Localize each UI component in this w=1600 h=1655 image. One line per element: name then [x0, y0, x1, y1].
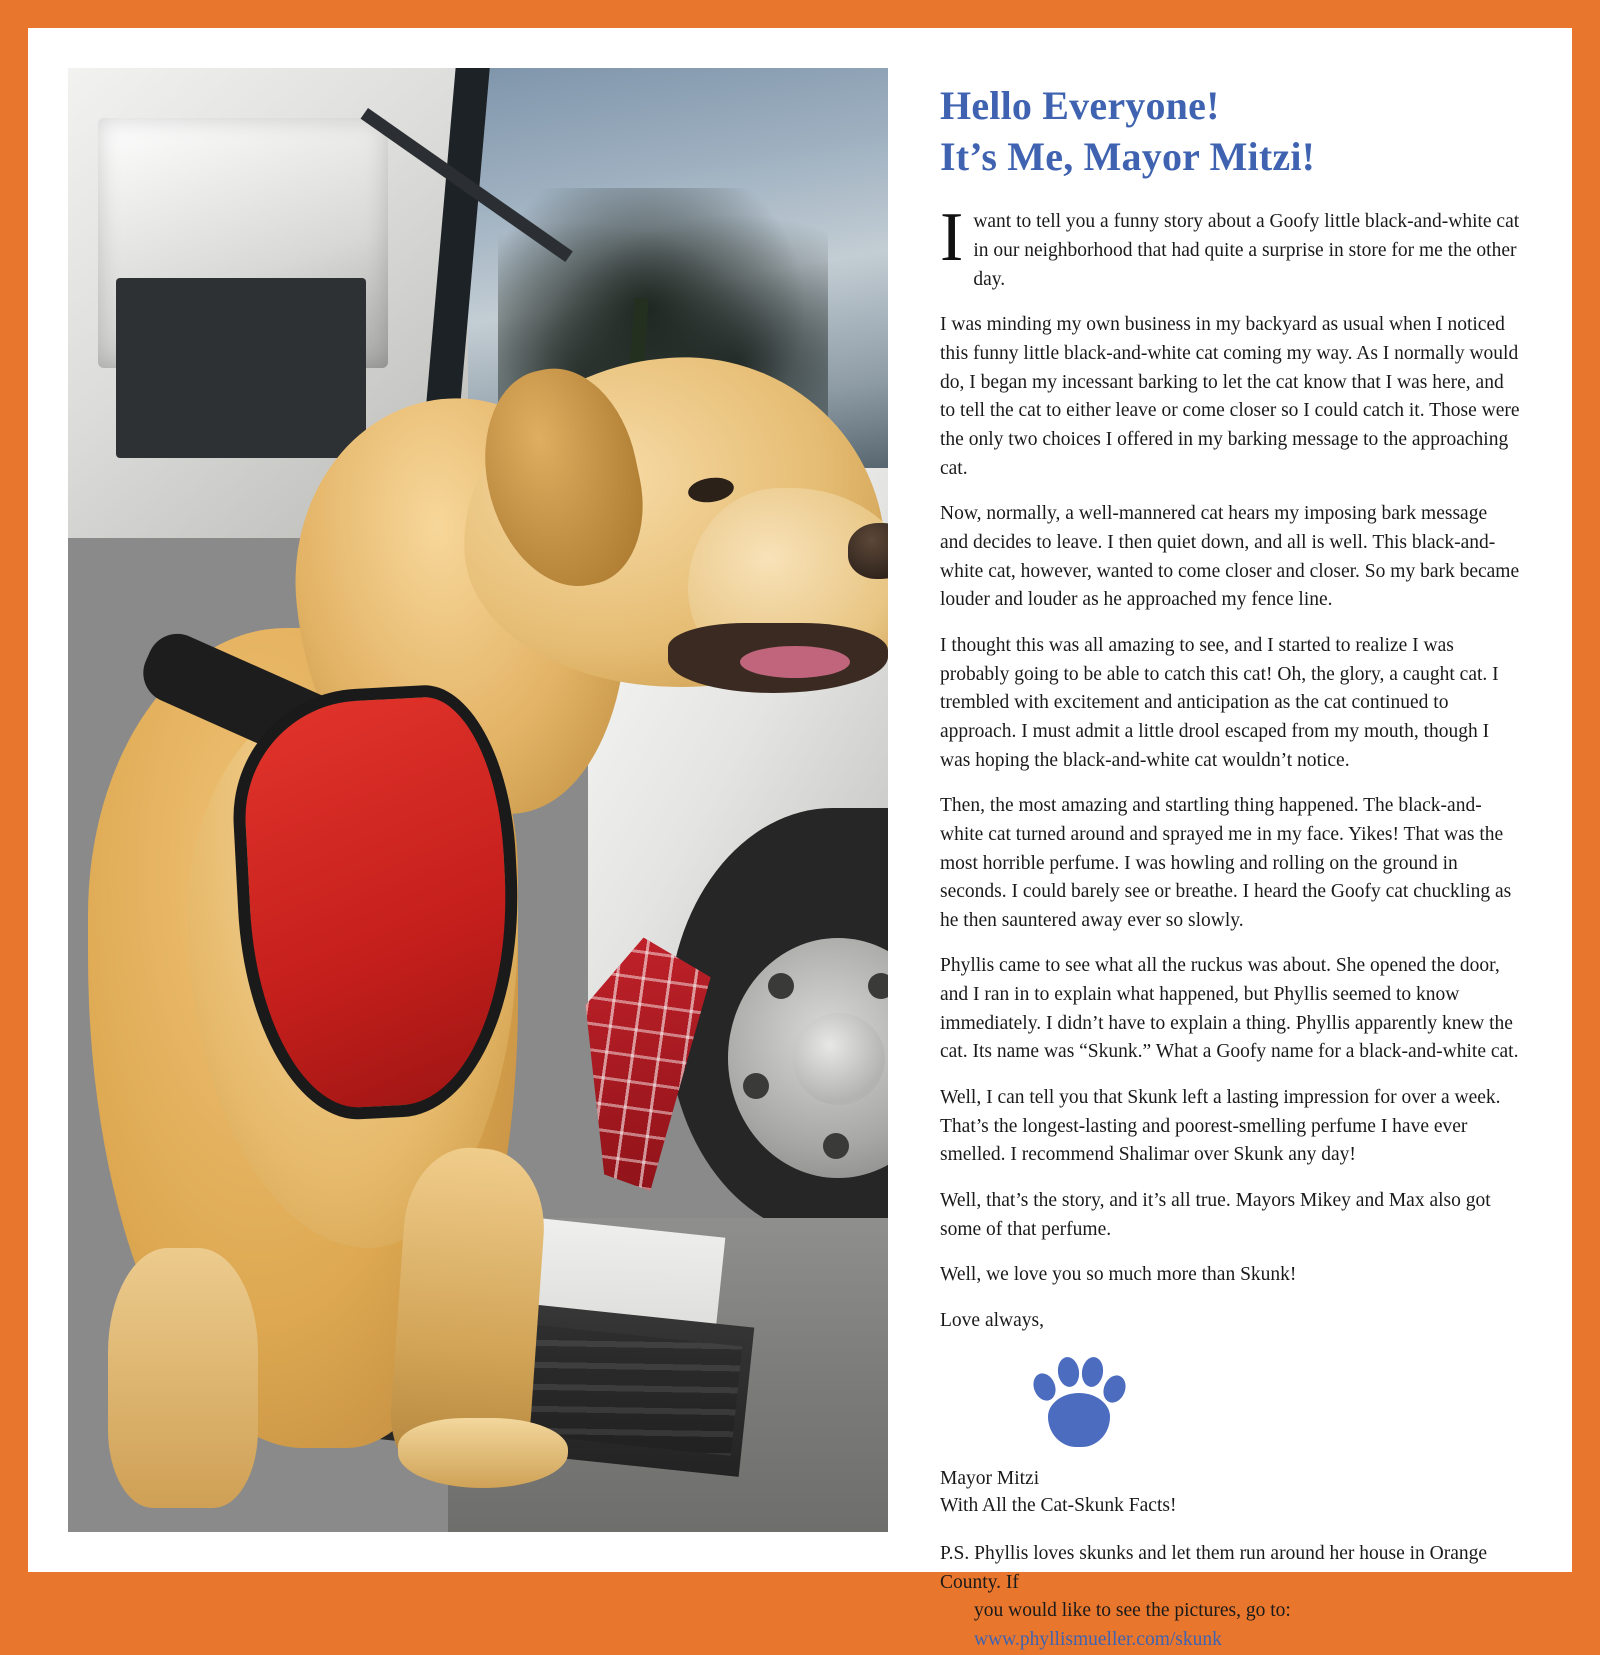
skunk-pictures-link[interactable]: www.phyllismueller.com/skunk: [974, 1629, 1222, 1651]
headline-line-1: Hello Everyone!: [940, 83, 1220, 128]
photo-wheel-hub: [793, 1013, 885, 1105]
photo-dog-nose: [848, 523, 888, 579]
headline-line-2: It’s Me, Mayor Mitzi!: [940, 134, 1316, 180]
lead-paragraph: [940, 199, 1520, 294]
closing-salutation: Love always,: [940, 1310, 1044, 1332]
paw-toe-pad: [1080, 1355, 1105, 1388]
body-paragraph: I thought this was all amazing to see, and I started to realize I was probably going to be able to catch this cat! Oh, the glory, a caught cat. I trembled with excitement and anticipation as the cat continued to approach. I must admit a little drool escaped from my mouth, though I was hoping the black-and-white cat wouldn’t notice.: [940, 634, 1499, 771]
dog-photograph: [68, 68, 888, 1532]
page-title: [940, 80, 1520, 182]
photo-lug-nut: [823, 1133, 849, 1159]
photo-dog-tongue: [740, 646, 850, 678]
drop-cap: I: [940, 199, 964, 277]
photo-lug-nut: [868, 973, 888, 999]
photo-hatch-interior: [116, 278, 366, 458]
body-paragraph: Well, that’s the story, and it’s all true. Mayors Mikey and Max also got some of that perfume.: [940, 1190, 1491, 1240]
postscript-line-1: P.S. Phyllis loves skunks and let them run around her house in Orange County. If: [940, 1543, 1488, 1593]
paw-toe-pad: [1100, 1372, 1130, 1406]
photo-lug-nut: [768, 973, 794, 999]
postscript: [940, 1540, 1520, 1655]
photo-dog-front-paw: [398, 1418, 568, 1488]
paw-toe-pad: [1056, 1355, 1081, 1388]
paw-main-pad: [1048, 1393, 1110, 1447]
body-paragraph: Then, the most amazing and startling thing happened. The black-and-white cat turned around and sprayed me in my face. Yikes! That was the most horrible perfume. I was howling and rolling on the ground in seconds. I could barely see or breathe. I heard the Goofy cat chuckling as he then sauntered away ever so slowly.: [940, 795, 1512, 931]
body-paragraph: Now, normally, a well-mannered cat hears my imposing bark message and decides to leave. I then quiet down, and all is well. This black-and-white cat, however, wanted to come closer and closer. So my bark became louder and louder as he approached my fence line.: [940, 503, 1520, 611]
body-paragraph: Phyllis came to see what all the ruckus was about. She opened the door, and I ran in to explain what happened, but Phyllis seemed to know immediately. I didn’t have to explain a thing. Phyllis apparently knew the cat. Its name was “Skunk.” What a Goofy name for a black-and-white cat.: [940, 955, 1519, 1063]
letter-column: [908, 28, 1572, 1651]
photo-column: [28, 28, 908, 1572]
paw-toe-pad: [1030, 1370, 1060, 1404]
body-paragraph: Well, I can tell you that Skunk left a lasting impression for over a week. That’s the longest-lasting and poorest-smelling perfume I have ever smelled. I recommend Shalimar over Skunk any day!: [940, 1087, 1501, 1166]
body-paragraph: I was minding my own business in my backyard as usual when I noticed this funny little black-and-white cat coming my way. As I normally would do, I began my incessant barking to let the cat know that I was here, and to tell the cat to either leave or come closer so I could catch it. Those were the only two choices I offered in my barking message to the approaching cat.: [940, 314, 1520, 479]
signature-name: Mayor Mitzi: [940, 1467, 1040, 1489]
body-paragraph: Well, we love you so much more than Skunk!: [940, 1264, 1297, 1286]
postscript-line-2: [940, 1597, 1520, 1654]
signature-lines: [940, 1465, 1520, 1520]
paw-print-icon: [1032, 1353, 1126, 1449]
signature-block: [940, 1353, 1520, 1520]
photo-lug-nut: [743, 1073, 769, 1099]
lead-paragraph-text: want to tell you a funny story about a Goofy little black-and-white cat in our neighborhood that had quite a surprise in store for me the other day.: [973, 211, 1520, 290]
newsletter-page: [28, 28, 1572, 1651]
signature-title: With All the Cat-Skunk Facts!: [940, 1495, 1177, 1517]
photo-dog-hind-leg: [108, 1248, 258, 1508]
postscript-line-2-text: you would like to see the pictures, go to:: [974, 1600, 1291, 1622]
